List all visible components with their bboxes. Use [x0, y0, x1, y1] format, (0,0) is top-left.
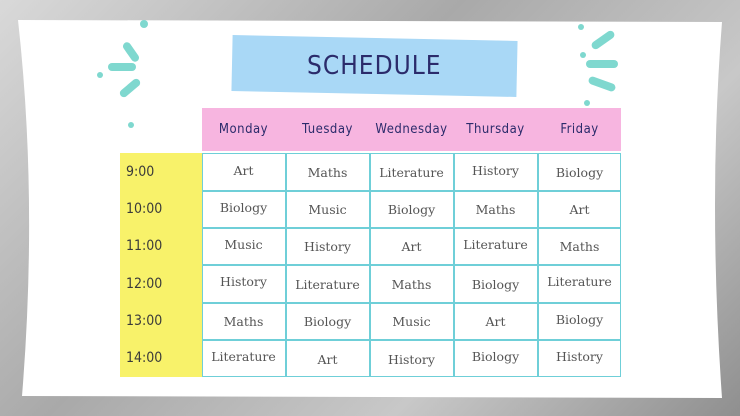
time-slot: 10:00: [126, 200, 163, 217]
decor-dash: [128, 122, 134, 128]
subject-cell: Biology: [303, 314, 352, 329]
subject-cell: History: [388, 352, 435, 367]
time-slot: 11:00: [126, 237, 163, 254]
subject-cell: Biology: [387, 202, 436, 217]
title-banner: [231, 35, 517, 97]
subject-cell: Art: [233, 163, 254, 178]
subject-cell: Biology: [555, 312, 604, 327]
time-slot: 12:00: [126, 275, 163, 292]
decor-dash: [586, 60, 618, 68]
subject-cell: Art: [317, 352, 338, 367]
decor-dash: [97, 72, 103, 78]
day-tuesday: Tuesday: [302, 122, 353, 137]
decor-dash: [584, 100, 590, 106]
subject-cell: Art: [401, 239, 422, 254]
subject-cell: Art: [485, 314, 506, 329]
subject-cell: History: [472, 163, 519, 178]
time-slot: 13:00: [126, 312, 163, 329]
subject-cell: Maths: [307, 165, 348, 180]
subject-cell: Maths: [391, 277, 432, 292]
time-slot: 9:00: [126, 163, 155, 180]
subject-cell: Maths: [475, 202, 516, 217]
day-thursday: Thursday: [466, 122, 525, 137]
subject-cell: Biology: [555, 165, 604, 180]
subject-cell: Biology: [471, 349, 520, 364]
subject-cell: History: [220, 274, 267, 289]
subject-cell: Art: [569, 202, 590, 217]
subject-cell: Biology: [219, 200, 268, 215]
subject-cell: Maths: [559, 239, 600, 254]
time-slot: 14:00: [126, 349, 163, 366]
subject-cell: Literature: [211, 349, 276, 364]
subject-cell: Music: [308, 202, 347, 217]
day-friday: Friday: [560, 122, 599, 137]
subject-cell: Biology: [471, 277, 520, 292]
subject-cell: Literature: [295, 277, 360, 292]
subject-cell: History: [304, 239, 351, 254]
subject-cell: History: [556, 349, 603, 364]
subject-cell: Literature: [463, 237, 528, 252]
subject-cell: Literature: [379, 165, 444, 180]
decor-dash: [578, 24, 584, 30]
subject-cell: Maths: [223, 314, 264, 329]
day-monday: Monday: [218, 122, 269, 137]
subject-cell: Literature: [547, 274, 612, 289]
subject-cell: Music: [224, 237, 263, 252]
subject-cell: Music: [392, 314, 431, 329]
decor-dash: [140, 20, 148, 28]
day-wednesday: Wednesday: [375, 122, 448, 137]
decor-dash: [580, 52, 586, 58]
page-title: SCHEDULE: [307, 50, 442, 81]
decor-dash: [108, 63, 136, 71]
